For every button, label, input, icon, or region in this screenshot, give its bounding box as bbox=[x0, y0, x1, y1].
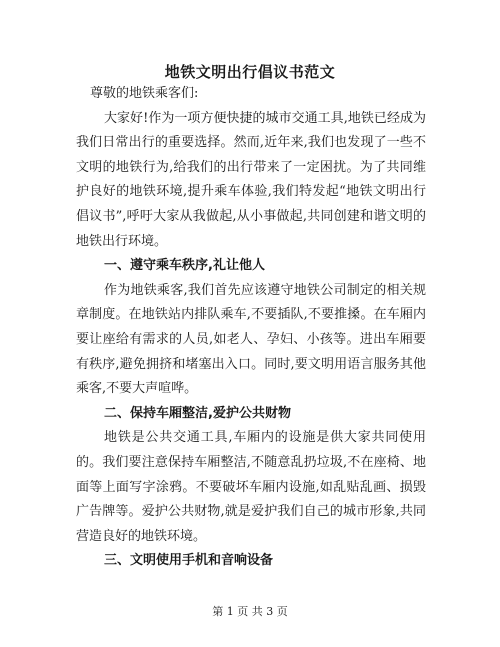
section-heading-2: 二、保持车厢整洁,爱护公共财物 bbox=[104, 405, 291, 421]
document-body bbox=[76, 82, 426, 574]
salutation: 尊敬的地铁乘客们: bbox=[90, 86, 199, 101]
section-paragraph-2: 地铁是公共交通工具,车厢内的设施是供大家共同使用的。我们要注意保持车厢整洁,不随意乱扔垃圾,不在座椅、地面等上面写字涂鸦。不要破坏车厢内设施,如乱贴乱画、损毁广告牌等。爱护公共财物,就是爱护我们自己的城市形象,共同营造良好的地铁环境。 bbox=[76, 430, 426, 544]
section-paragraph-1: 作为地铁乘客,我们首先应该遵守地铁公司制定的相关规章制度。在地铁站内排队乘车,不要插队,不要推搡。在车厢内要让座给有需求的人员,如老人、孕妇、小孩等。进出车厢要有秩序,避免拥挤和堵塞出入口。同时,要文明用语言服务其他乘客,不要大声喧哗。 bbox=[76, 282, 426, 397]
document-title: 地铁文明出行倡议书范文 bbox=[164, 63, 336, 81]
intro-paragraph: 大家好!作为一项方便快捷的城市交通工具,地铁已经成为我们日常出行的重要选择。然而,近年来,我们也发现了一些不文明的地铁行为,给我们的出行带来了一定困扰。为了共同维护良好的地铁环境,提升乘车体验,我们特发起“地铁文明出行倡议书”,呼吁大家从我做起,从小事做起,共同创建和谐文明的地铁出行环境。 bbox=[76, 110, 426, 249]
section-heading-1: 一、遵守乘车秩序,礼让他人 bbox=[104, 258, 265, 274]
page-number-footer: 第 1 页 共 3 页 bbox=[212, 605, 288, 618]
section-heading-3: 三、文明使用手机和音响设备 bbox=[104, 553, 274, 569]
